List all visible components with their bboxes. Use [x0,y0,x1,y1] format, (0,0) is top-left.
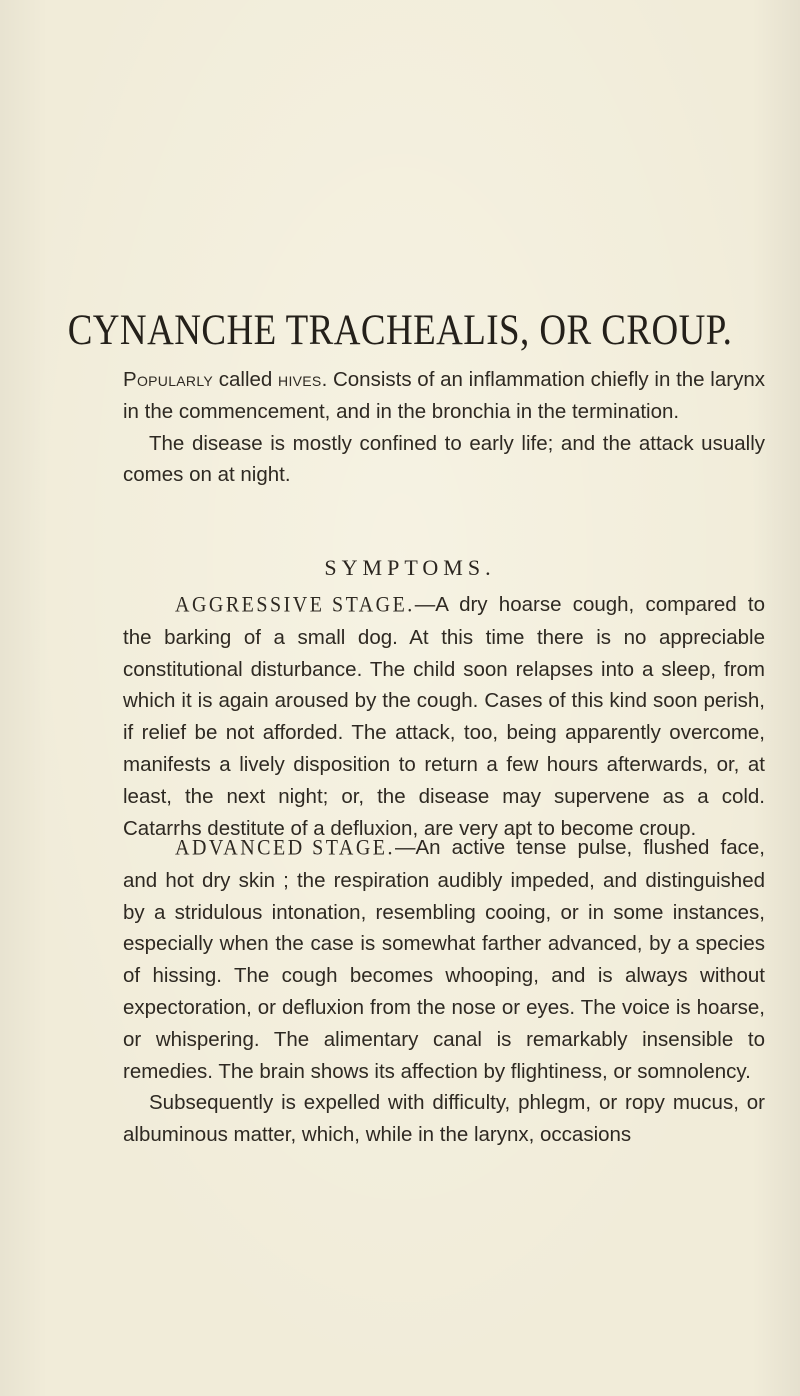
intro-paragraph-2: The disease is mostly confined to early life; and the attack usually comes on at night. [123,431,765,487]
chapter-title: CYNANCHE TRACHEALIS, OR CROUP. [67,307,733,354]
aggressive-stage-lead: AGGRESSIVE STAGE. [175,592,415,618]
intro-hives-word: hives [278,368,322,391]
aggressive-stage-section [123,589,765,844]
advanced-stage-text: —An active tense pulse, flushed face, and hot dry skin ; the respiration audibly impeded, and distinguished by a stridulous intonation, resembling cooing, or in some instances, especially when the case is somewhat farther advanced, by a species of hissing. The cough becomes whooping, and is always without expectoration, or defluxion from the nose or eyes. The voice is hoarse, or whispering. The alimentary canal is remarkably insensible to remedies. The brain shows its affection by flightiness, or somnolency. [123,836,765,1083]
advanced-stage-section [123,832,765,1151]
symptoms-heading: SYMPTOMS. [324,555,496,580]
advanced-stage-paragraph-2: Subsequently is expelled with difficulty, phlegm, or ropy mucus, or albuminous matter, which, while in the larynx, occasions [123,1091,765,1147]
advanced-stage-paragraph [123,832,765,1087]
advanced-stage-lead: ADVANCED STAGE. [175,835,395,861]
aggressive-stage-text: —A dry hoarse cough, compared to the barking of a small dog. At this time there is no appreciable constitutional disturbance. The child soon relapses into a sleep, from which it is again aroused by the cough. Cases of this kind soon perish, if relief be not afforded. The attack, too, being apparently overcome, manifests a lively disposition to return a few hours afterwards, or, at least, the next night; or, the disease may supervene as a cold. Catarrhs destitute of a defluxion, are very apt to become croup. [123,593,765,840]
intro-paragraph [123,364,765,428]
intro-text-part2: . Consists of an inflammation chiefly in the larynx in the commencement, and in the bronchia in the termination. [123,368,765,423]
intro-lead-word: Popularly [123,368,214,391]
intro-text-part1: called [213,368,279,391]
intro-section [123,364,765,491]
aggressive-stage-paragraph [123,589,765,844]
